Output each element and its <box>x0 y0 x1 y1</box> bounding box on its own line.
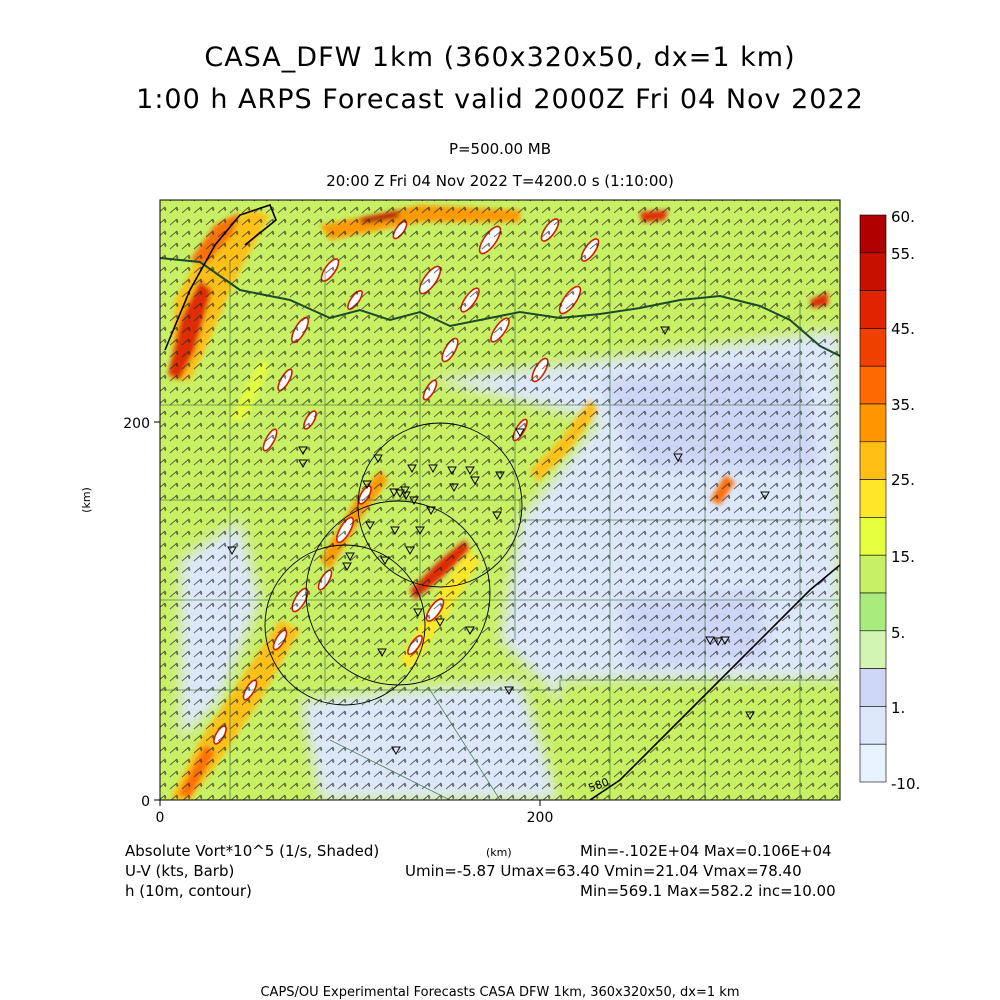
colorbar-label: 25. <box>891 471 915 489</box>
legend-contour-field: h (10m, contour) <box>125 882 252 900</box>
colorbar-swatch <box>860 593 886 631</box>
colorbar-swatch <box>860 706 886 744</box>
colorbar-swatch <box>860 555 886 593</box>
colorbar-label: 45. <box>891 320 915 338</box>
colorbar-label: 5. <box>891 624 906 642</box>
colorbar <box>860 215 886 782</box>
title-line-1: CASA_DFW 1km (360x320x50, dx=1 km) <box>204 42 796 73</box>
wind-stats: Umin=-5.87 Umax=63.40 Vmin=21.04 Vmax=78.40 <box>405 862 802 880</box>
colorbar-swatch <box>860 744 886 782</box>
y-tick-200: 200 <box>123 416 150 432</box>
y-axis-unit: (km) <box>80 487 93 513</box>
valid-time-label: 20:00 Z Fri 04 Nov 2022 T=4200.0 s (1:10:00) <box>326 172 674 190</box>
pressure-level-label: P=500.00 MB <box>448 140 552 158</box>
x-tick-0: 0 <box>155 810 165 826</box>
y-tick-0: 0 <box>141 794 150 810</box>
x-tick-200: 200 <box>526 810 554 826</box>
credit-line: CAPS/OU Experimental Forecasts CASA DFW 1km, 360x320x50, dx=1 km <box>260 985 740 1000</box>
colorbar-label: 35. <box>891 396 915 414</box>
colorbar-swatch <box>860 253 886 291</box>
colorbar-swatch <box>860 215 886 253</box>
colorbar-swatch <box>860 517 886 555</box>
colorbar-label: 60. <box>891 208 915 226</box>
vorticity-shading <box>160 200 840 800</box>
x-axis-unit: (km) <box>486 846 512 859</box>
colorbar-swatch <box>860 328 886 366</box>
contour-label: 580 <box>586 775 611 795</box>
shaded-stats: Min=-.102E+04 Max=0.106E+04 <box>580 842 832 860</box>
colorbar-label: 55. <box>891 245 915 263</box>
colorbar-swatch <box>860 669 886 707</box>
contour-stats: Min=569.1 Max=582.2 inc=10.00 <box>580 882 836 900</box>
colorbar-label: -10. <box>891 775 921 793</box>
colorbar-swatch <box>860 291 886 329</box>
colorbar-swatch <box>860 366 886 404</box>
title-line-2: 1:00 h ARPS Forecast valid 2000Z Fri 04 Nov 2022 <box>136 84 864 115</box>
colorbar-label: 15. <box>891 548 915 566</box>
colorbar-swatch <box>860 404 886 442</box>
colorbar-label: 1. <box>891 699 906 717</box>
colorbar-swatch <box>860 631 886 669</box>
colorbar-swatch <box>860 442 886 480</box>
legend-shaded-field: Absolute Vort*10^5 (1/s, Shaded) <box>125 842 380 860</box>
colorbar-labels <box>891 208 920 793</box>
colorbar-swatch <box>860 480 886 518</box>
legend-barb-field: U-V (kts, Barb) <box>125 862 235 880</box>
